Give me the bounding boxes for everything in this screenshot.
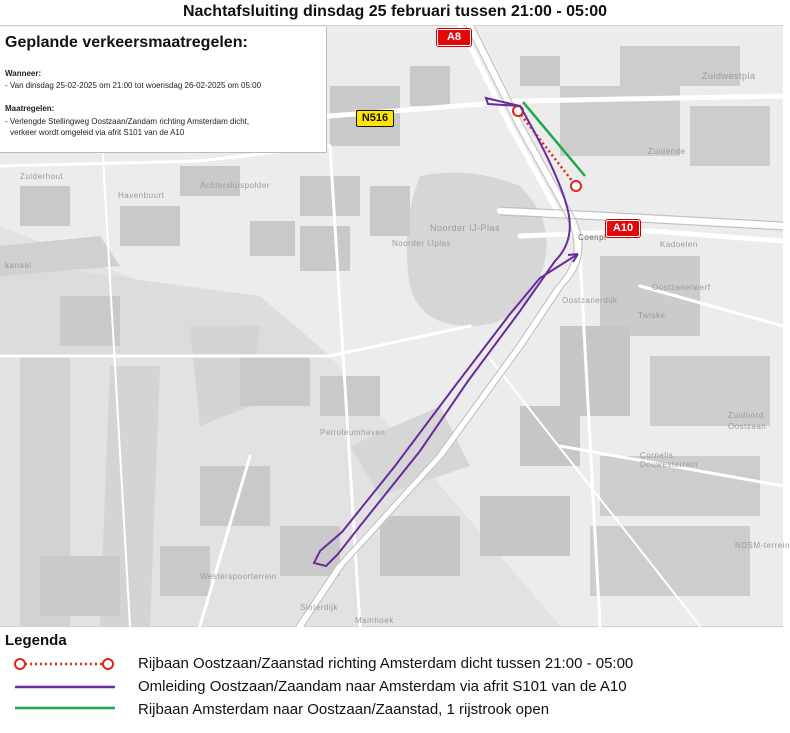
legend-heading: Legenda bbox=[5, 632, 67, 649]
legend-item-open bbox=[0, 699, 790, 721]
map-label-westerspoor: Westerspoorterrein bbox=[200, 572, 277, 581]
detour-legend-icon bbox=[12, 680, 122, 694]
map-label-oostzanerwerf: Oostzanerwerf bbox=[652, 283, 711, 292]
measures-info-panel bbox=[0, 27, 327, 153]
legend-label-closed: Rijbaan Oostzaan/Zaanstad richting Amsterdam dicht tussen 21:00 - 05:00 bbox=[138, 655, 634, 672]
a10-road-shield: A10 bbox=[606, 220, 640, 237]
legend-label-open: Rijbaan Amsterdam naar Oostzaan/Zaanstad, 1 rijstrook open bbox=[138, 701, 550, 718]
when-text: - Van dinsdag 25-02-2025 om 21:00 tot woensdag 26-02-2025 om 05:00 bbox=[5, 81, 262, 90]
measures-line-2: verkeer wordt omgeleid via afrit S101 van de A10 bbox=[10, 128, 185, 137]
map-label-coenpl: Coenpl bbox=[578, 233, 607, 242]
measures-label: Maatregelen: bbox=[5, 104, 55, 113]
map-label-kadoelen: Kadoelen bbox=[660, 240, 698, 249]
legend-item-closed bbox=[0, 653, 790, 675]
open-lane-legend-icon bbox=[12, 703, 122, 717]
map-label-petroleumhaven: Petroleumhaven bbox=[320, 428, 386, 437]
measures-line-1: - Verlengde Stellingweg Oostzaan/Zandam richting Amsterdam dicht, bbox=[5, 117, 250, 126]
map-label-oostzaan: Oostzaan bbox=[728, 422, 767, 431]
map-label-noorder-ijplas-small: Noorder IJplas bbox=[392, 239, 452, 248]
map-label-twiske: Twiske bbox=[638, 311, 666, 320]
map-label-mainhoek: Mainhoek bbox=[355, 616, 394, 625]
legend-item-detour bbox=[0, 676, 790, 698]
map-label-kanaal: kanaal bbox=[5, 261, 32, 270]
closed-road-legend-icon bbox=[12, 657, 122, 671]
map-label-sloterdijk: Sloterdijk bbox=[300, 603, 338, 612]
legend bbox=[0, 628, 790, 733]
legend-label-detour: Omleiding Oostzaan/Zaandam naar Amsterdam via afrit S101 van de A10 bbox=[138, 678, 627, 695]
map-label-cornelis-douwes: Cornelis Douwesterrein bbox=[640, 451, 699, 469]
map-label-oostzanerdijk: Oostzanerdijk bbox=[562, 296, 618, 305]
map-label-havenbuurt: Havenbuurt bbox=[118, 191, 165, 200]
map-label-zuiderhout: Zuiderhout bbox=[20, 172, 64, 181]
when-label: Wanneer: bbox=[5, 69, 42, 78]
map-label-ndsm: NDSM-terrein bbox=[735, 541, 790, 550]
a8-road-shield: A8 bbox=[437, 29, 471, 46]
n516-road-shield: N516 bbox=[356, 110, 394, 127]
page-title: Nachtafsluiting dinsdag 25 februari tussen 21:00 - 05:00 bbox=[182, 3, 608, 20]
map-label-zuidwestpl: Zuidwestpla bbox=[702, 71, 756, 81]
map-label-zuidoord: Zuidoord bbox=[728, 411, 764, 420]
map-label-achtersluispolder: Achtersluispolder bbox=[200, 181, 270, 190]
map-label-noorder-ij-plas: Noorder IJ-Plas bbox=[430, 223, 501, 233]
measures-heading: Geplande verkeersmaatregelen: bbox=[5, 34, 248, 51]
map-label-zuidende: Zuidende bbox=[648, 147, 686, 156]
closed-road-end-marker bbox=[571, 181, 581, 191]
